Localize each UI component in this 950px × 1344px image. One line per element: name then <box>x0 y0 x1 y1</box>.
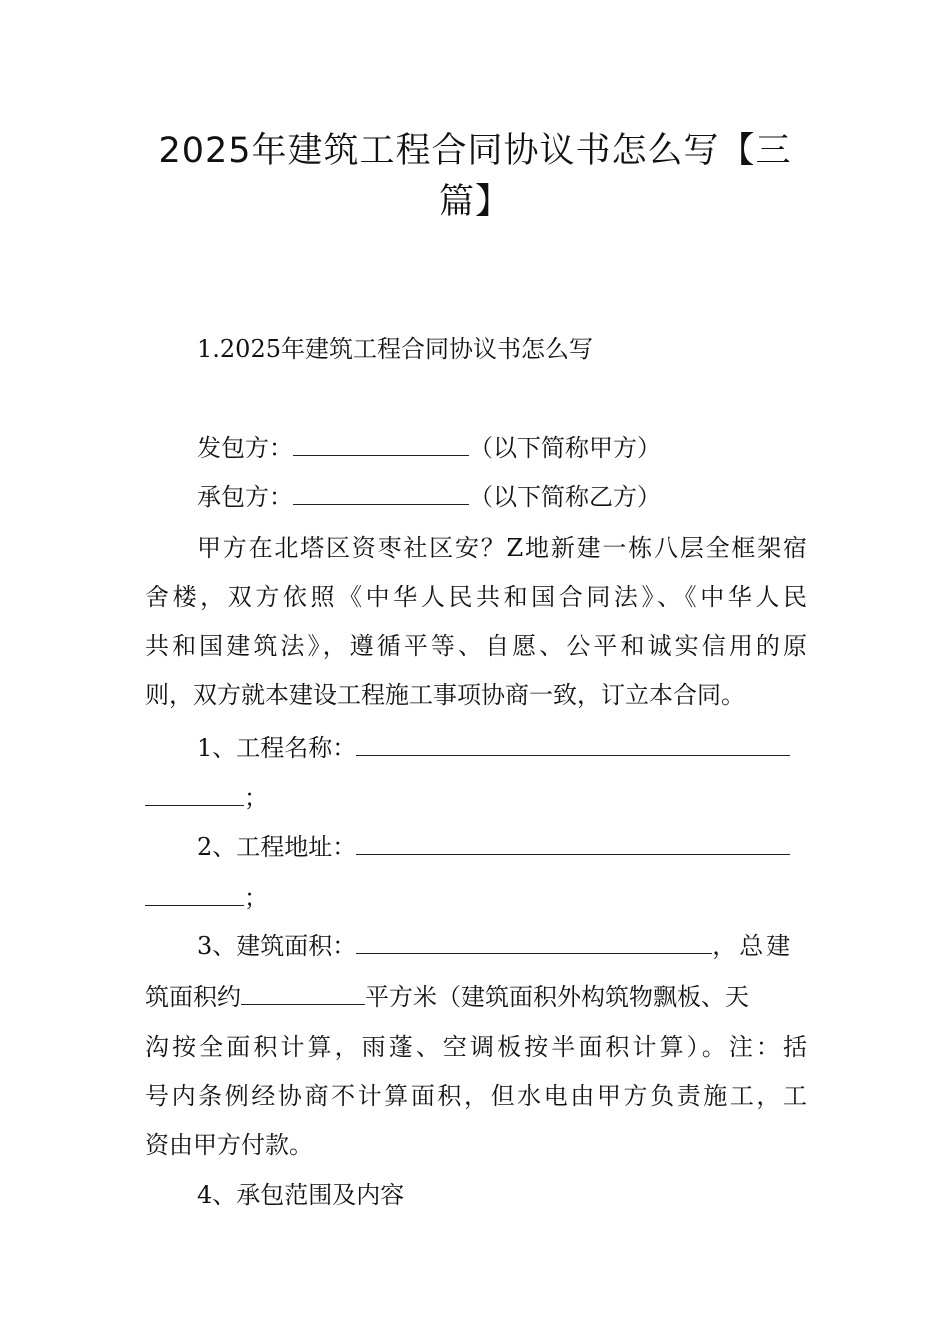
intro-line-2: 舍楼，双方依照《中华人民共和国合同法》、《中华人民 <box>145 583 807 611</box>
item-3-mid: ，总建 <box>712 932 794 960</box>
item-3-line-2a: 筑面积约 <box>145 983 241 1011</box>
item-2-label: 2、工程地址： <box>197 833 357 861</box>
employer-note: （以下简称甲方） <box>469 434 661 462</box>
section-heading: 1.2025年建筑工程合同协议书怎么写 <box>197 335 593 363</box>
project-name-blank <box>356 733 790 756</box>
employer-label: 发包方： <box>197 434 293 462</box>
item-3-line-4: 号内条例经协商不计算面积，但水电由甲方负责施工，工 <box>145 1082 807 1110</box>
document-title-continued: 篇】 <box>438 182 511 222</box>
building-area-blank <box>356 931 712 954</box>
project-address-blank <box>356 832 790 855</box>
item-2-continuation <box>145 883 268 913</box>
item-3-line-2b: 平方米（建筑面积外构筑物飘板、天 <box>365 983 749 1011</box>
item-2-line <box>197 832 790 862</box>
total-area-blank <box>241 982 365 1005</box>
document-title: 2025年建筑工程合同协议书怎么写【三 <box>158 131 792 171</box>
item-2-end: ； <box>244 884 268 912</box>
item-1-end: ； <box>244 784 268 812</box>
project-name-blank-continued <box>145 783 244 806</box>
item-1-continuation <box>145 783 268 813</box>
intro-line-4: 则，双方就本建设工程施工事项协商一致，订立本合同。 <box>145 681 745 709</box>
item-3-label: 3、建筑面积： <box>197 932 357 960</box>
item-4-heading: 4、承包范围及内容 <box>197 1181 405 1209</box>
contractor-line <box>197 482 661 512</box>
contractor-name-blank <box>293 482 469 505</box>
intro-line-1: 甲方在北塔区资枣社区安？Z地新建一栋八层全框架宿 <box>197 534 807 562</box>
project-address-blank-continued <box>145 883 244 906</box>
intro-line-3: 共和国建筑法》，遵循平等、自愿、公平和诚实信用的原 <box>145 632 807 660</box>
employer-name-blank <box>293 433 469 456</box>
item-3-line-2 <box>145 982 749 1012</box>
item-3-line-3: 沟按全面积计算，雨蓬、空调板按半面积计算）。注：括 <box>145 1033 807 1061</box>
item-1-line <box>197 733 790 763</box>
item-3-line <box>197 931 793 961</box>
item-3-line-5: 资由甲方付款。 <box>145 1131 313 1159</box>
contractor-note: （以下简称乙方） <box>469 483 661 511</box>
item-1-label: 1、工程名称： <box>197 734 357 762</box>
contractor-label: 承包方： <box>197 483 293 511</box>
employer-line <box>197 433 661 463</box>
